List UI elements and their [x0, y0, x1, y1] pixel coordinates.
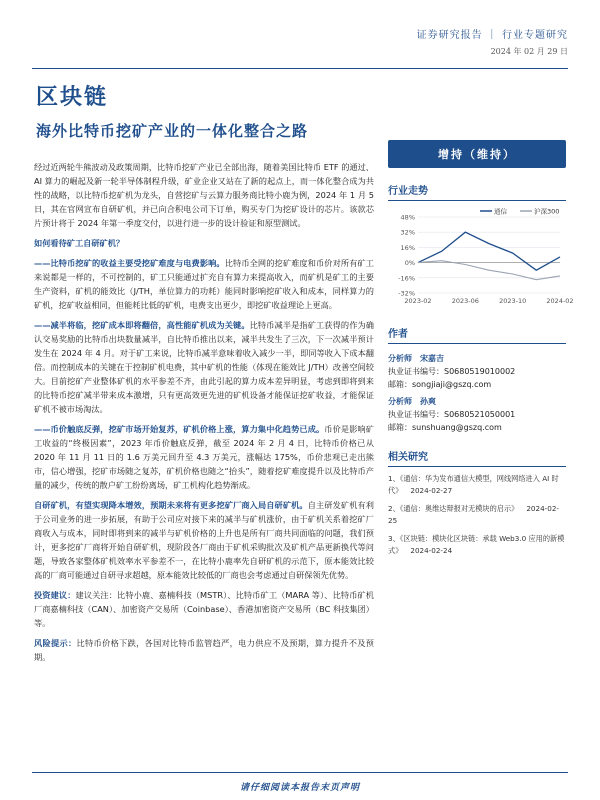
trend-chart: [388, 207, 574, 311]
y-tick-label: 16%: [400, 243, 415, 252]
y-tick-label: 48%: [400, 213, 415, 222]
investment-advice: [34, 588, 374, 630]
author-cert: 执业证书编号：S0680519010002: [388, 367, 516, 376]
report-title: 海外比特币挖矿产业的一体化整合之路: [36, 122, 309, 140]
related-item-date: 2024-02-24: [410, 546, 453, 555]
paragraph-2-lead: ——减半将临，挖矿成本即将翻倍，高性能矿机成为关键。: [34, 320, 250, 330]
author-role: 分析师: [388, 397, 412, 406]
related-heading: 相关研究: [388, 448, 566, 467]
author-entry: [388, 395, 566, 434]
question-heading: 如何看待矿工自研矿机？: [34, 238, 125, 248]
x-tick-label: 2023-06: [451, 297, 479, 305]
trend-chart-svg: [388, 207, 574, 311]
paragraph-2: [34, 318, 374, 416]
author-entry: [388, 352, 566, 391]
series-line-hs300: [418, 261, 560, 280]
author-name: 孙爽: [420, 397, 436, 406]
report-header: [417, 26, 568, 57]
paragraph-3-lead: ——币价触底反弹，挖矿市场开始复苏，矿机价格上涨，算力集中化趋势已成。: [34, 424, 325, 434]
header-divider: [32, 68, 568, 69]
related-item-text: 1、《通信：华为发布通信大模型，网线网络进入 AI 时代》: [388, 474, 559, 495]
authors-heading: 作者: [388, 325, 566, 344]
x-tick-label: 2023-10: [499, 297, 527, 305]
report-category: 证券研究报告 ｜ 行业专题研究: [416, 30, 568, 41]
series-line-tongxin: [418, 232, 560, 270]
risk-label: 风险提示：: [34, 638, 77, 648]
related-list: [388, 473, 566, 557]
footer-disclaimer: 请仔细阅读本报告末页声明: [239, 783, 360, 793]
x-tick-label: 2023-02: [404, 297, 432, 305]
related-item-date: 2024-02-25: [388, 504, 559, 525]
paragraph-1-lead: ——比特币挖矿的收益主要受挖矿难度与电费影响。: [34, 258, 225, 268]
trend-heading: 行业走势: [388, 182, 566, 201]
paragraph-4-lead: 自研矿机，有望实现降本增效，预期未来将有更多挖矿厂商入局自研矿机。: [34, 500, 308, 510]
author-name: 宋嘉吉: [420, 354, 444, 363]
paragraph-1-body: 比特币全网的挖矿难度和币价对所有矿工来说都是一样的，不可控制的，矿工只能通过扩充自有算力来提高收入，而矿机是矿工的主要生产资料，矿机的能效比（J/TH，单位算力的功耗）能同时影响挖矿收入和成本，同样算力的矿机，挖矿收益相同，但能耗比低的矿机，电费支出更少，即挖矿收益理论上更高。: [34, 258, 374, 310]
risk-body: 比特币价格下跌，各国对比特币监管趋严，电力供应不及预期，算力提升不及预期。: [34, 638, 374, 662]
paragraph-1: [34, 256, 374, 312]
rating-badge: 增持（维持）: [388, 140, 566, 168]
y-tick-label: 32%: [400, 228, 415, 237]
related-item[interactable]: [388, 473, 566, 497]
investment-label: 投资建议：: [34, 590, 76, 600]
y-tick-label: 0%: [404, 259, 415, 268]
paragraph-4-body: 自主研发矿机有利于公司业务的进一步拓展，有助于公司应对接下来的减半与矿机涨价，由于矿机关系着挖矿厂商收入与成本，同时即将到来的减半与矿机价格的上升也是所有厂商共同面临的问题，我们预计，更多挖矿厂商将开始自研矿机，现阶段各厂商由于矿机采购批次及矿机产品更新换代等问题，导致各家整体矿机效率水平参差不一，在比特小鹿率先自研矿机的示范下，原本能效比较高的厂商可能通过自研寻求超越，原本能效比较低的厂商也会考虑通过自研保领先优势。: [34, 500, 374, 580]
author-email[interactable]: 邮箱：sunshuang@gszq.com: [388, 423, 502, 432]
sidebar: [388, 140, 574, 563]
x-tick-label: 2024-02: [546, 297, 574, 305]
legend-label: 沪深300: [534, 207, 560, 216]
author-list: [388, 352, 566, 434]
main-body: [34, 160, 374, 670]
footer-divider: [32, 772, 568, 773]
related-item-date: 2024-02-27: [410, 486, 453, 495]
sector-title: 区块链: [36, 85, 109, 110]
report-date: 2024 年 02 月 29 日: [490, 47, 568, 56]
risk-warning: [34, 636, 374, 664]
author-email[interactable]: 邮箱：songjiaji@gszq.com: [388, 380, 492, 389]
paragraph-3: [34, 422, 374, 492]
legend-label: 通信: [494, 207, 507, 216]
y-tick-label: -32%: [398, 289, 415, 298]
related-item[interactable]: [388, 503, 566, 527]
paragraph-2-body: 比特币减半是指矿工获得的作为确认交易奖励的比特币出块数量减半，自比特币推出以来，减半共发生了三次，下一次减半预计发生在 2024 年 4 月。对于矿工来说，比特币减半意味着收入减少一半，即同等收入下成本翻倍。而控制成本的关键在于控制矿机电费，其中矿机的性能（体现在能效比 J/TH）改善空间较大。目前挖矿产业整体矿机的水平参差不齐，由此引起的算力成本差异明显，考虑到即将到来的比特币挖矿减半带来成本激增，只有更高效更先进的矿机设备才能保证挖矿收益，才能保证矿机不被市场淘汰。: [34, 320, 374, 414]
investment-body: 建议关注：比特小鹿、嘉楠科技（MSTR）、比特币矿工（MARA 等）、比特币矿机厂商嘉楠科技（CAN）、加密资产交易所（Coinbase）、香港加密资产交易所（BC 科技集团）等。: [34, 590, 374, 628]
y-tick-label: -16%: [398, 274, 415, 283]
paragraph-4: [34, 498, 374, 582]
intro-paragraph: 经过近两轮牛熊波动及政策周期，比特币挖矿产业已全部出海，随着美国比特币 ETF 的通过、AI 算力的崛起及新一轮半导体制程升级，矿业企业又站在了新的起点上，而一体化整合成为共性的战略，以比特币挖矿机为龙头，自营挖矿与云算力服务商比特小鹿为例，2024 年 1 月 5 日，其在官网宣布自研矿机，并已向合积电公司下订单，购买专门为挖矿设计的芯片。该款芯片预计将于 2024 年第一季度交付，以进行进一步的设计验证和原型测试。: [34, 162, 374, 228]
author-cert: 执业证书编号：S0680521050001: [388, 410, 516, 419]
paragraph-3-body: 币价是影响矿工收益的“终极因素”，2023 年币价触底反弹，截至 2024 年 2 月 4 日，比特币价格已从 2020 年 11 月 11 日的 1.6 万美元回升至 4.3 万美元，涨幅达 175%，币价悲观已走出熊市，信心增强，挖矿市场随之复苏，矿机价格也随之“抬头”，随着挖矿难度提升以及比特币产量的减少，传统的散户矿工纷纷离场，矿工机构化趋势渐成。: [34, 424, 374, 490]
related-item-text: 3、《区块链：模块化区块链：承载 Web3.0 应用的新模式》: [388, 534, 565, 555]
author-role: 分析师: [388, 354, 412, 363]
related-item-text: 2、《通信：奥维达辩报对无模块的启示》: [388, 504, 519, 513]
related-item[interactable]: [388, 533, 566, 557]
